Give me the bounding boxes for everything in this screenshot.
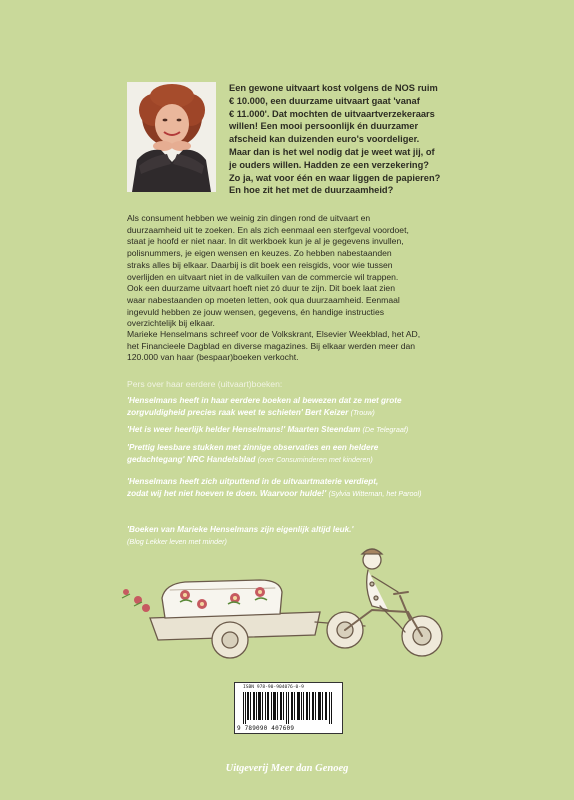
intro-line: Zo ja, wat voor één en waar liggen de papieren? xyxy=(229,172,441,183)
bio-line: 120.000 van haar (bespaar)boeken verkocht. xyxy=(127,352,299,363)
body-paragraph xyxy=(127,213,447,330)
quote-text: 'Henselmans heeft in haar eerdere boeken al bewezen dat ze met grote xyxy=(127,396,402,405)
quote-author: NRC Handelsblad xyxy=(186,454,256,464)
body-line: straks alles bij elkaar. Daarbij is dit boek een reisgids, voor wie tussen xyxy=(127,259,393,270)
press-quote xyxy=(127,476,457,500)
quote-text: gedachtegang' xyxy=(127,454,187,464)
barcode-bars xyxy=(243,692,334,724)
isbn-label: ISBN 978-90-904076-0-9 xyxy=(243,685,304,690)
intro-line: je ouders willen. Hadden ze een verzekering? xyxy=(229,159,429,170)
quote-author: Bert Keizer xyxy=(305,407,349,417)
intro-line: willen! Een mooi persoonlijk én duurzamer xyxy=(229,121,419,132)
author-portrait-image xyxy=(127,82,216,192)
quote-author: Maarten Steendam xyxy=(287,425,361,434)
quote-text: zorgvuldigheid precies raak weet te schieten' xyxy=(127,407,306,417)
body-line: polisnummers, je eigen wensen en keuzes. Zo hebben nabestaanden xyxy=(127,248,392,259)
author-photo xyxy=(127,82,216,192)
publisher-logo: Uitgeverij Meer dan Genoeg xyxy=(225,763,349,774)
intro-line: Maar dan is het wel nodig dat je weet wat jij, of xyxy=(229,146,435,157)
body-line: duurzaamheid uit te zoeken. En als zich eenmaal een sterfgeval voordoet, xyxy=(127,224,409,235)
intro-paragraph xyxy=(229,82,559,197)
body-line: overzichtelijk bij elkaar. xyxy=(127,318,215,329)
author-bio xyxy=(127,329,447,364)
quote-text: zodat wij het niet hoeven te doen. Waarvoor hulde!' xyxy=(127,488,329,498)
barcode-digits: 9 789090 407609 xyxy=(237,725,295,732)
quote-source: (Blog Lekker leven met minder) xyxy=(127,536,227,546)
body-line: ingevuld hebben ze jouw wensen, gegevens, én handige instructies xyxy=(127,306,385,317)
quote-text: 'Prettig leesbare stukken met zinnige observaties en een heldere xyxy=(127,443,379,452)
body-line: Als consument hebben we weinig zin dingen rond de uitvaart en xyxy=(127,213,371,223)
quote-text: 'Het is weer heerlijk helder Henselmans!' xyxy=(127,425,288,434)
press-quote xyxy=(127,424,457,436)
press-quote xyxy=(127,442,457,466)
intro-line: Een gewone uitvaart kost volgens de NOS ruim xyxy=(229,83,438,93)
body-line: waar nabestaanden op moeten letten, ook qua duurzaamheid. Eenmaal xyxy=(127,294,400,305)
press-quote xyxy=(127,395,457,419)
quote-text: 'Boeken van Marieke Henselmans zijn eigenlijk altijd leuk.' xyxy=(127,525,354,534)
intro-line: afscheid kan duizenden euro's voordeliger. xyxy=(229,134,420,145)
body-line: overlijden en uitvaart niet in de valkuilen van de commercie wil trappen. xyxy=(127,271,399,282)
quote-source: (over Consuminderen met kinderen) xyxy=(257,454,373,464)
quote-source: (De Telegraaf) xyxy=(362,425,409,434)
quote-text: 'Henselmans heeft zich uitputtend in de uitvaartmaterie verdiept, xyxy=(127,477,379,486)
bio-line: Marieke Henselmans schreef voor de Volkskrant, Elsevier Weekblad, het AD, xyxy=(127,329,421,339)
isbn-barcode xyxy=(234,682,343,734)
bio-line: het Financieele Dagblad en diverse magazines. Bij elkaar werden meer dan xyxy=(127,340,416,351)
motorbike-coffin-illustration xyxy=(110,540,490,675)
body-line: staat je hoofd er niet naar. In dit werkboek kun je al je gegevens invullen, xyxy=(127,236,404,247)
intro-line: € 11.000'. Dat mochten de uitvaartverzekeraars xyxy=(229,108,435,119)
body-line: Ook een duurzame uitvaart hoeft niet zó duur te zijn. Dit boek laat zien xyxy=(127,283,395,294)
quote-source: (Sylvia Witteman, het Parool) xyxy=(328,488,422,498)
quote-source: (Trouw) xyxy=(350,407,375,417)
intro-line: En hoe zit het met de duurzaamheid? xyxy=(229,185,394,196)
intro-line: € 10.000, een duurzame uitvaart gaat 'vanaf xyxy=(229,95,420,106)
press-heading: Pers over haar eerdere (uitvaart)boeken: xyxy=(127,379,283,389)
